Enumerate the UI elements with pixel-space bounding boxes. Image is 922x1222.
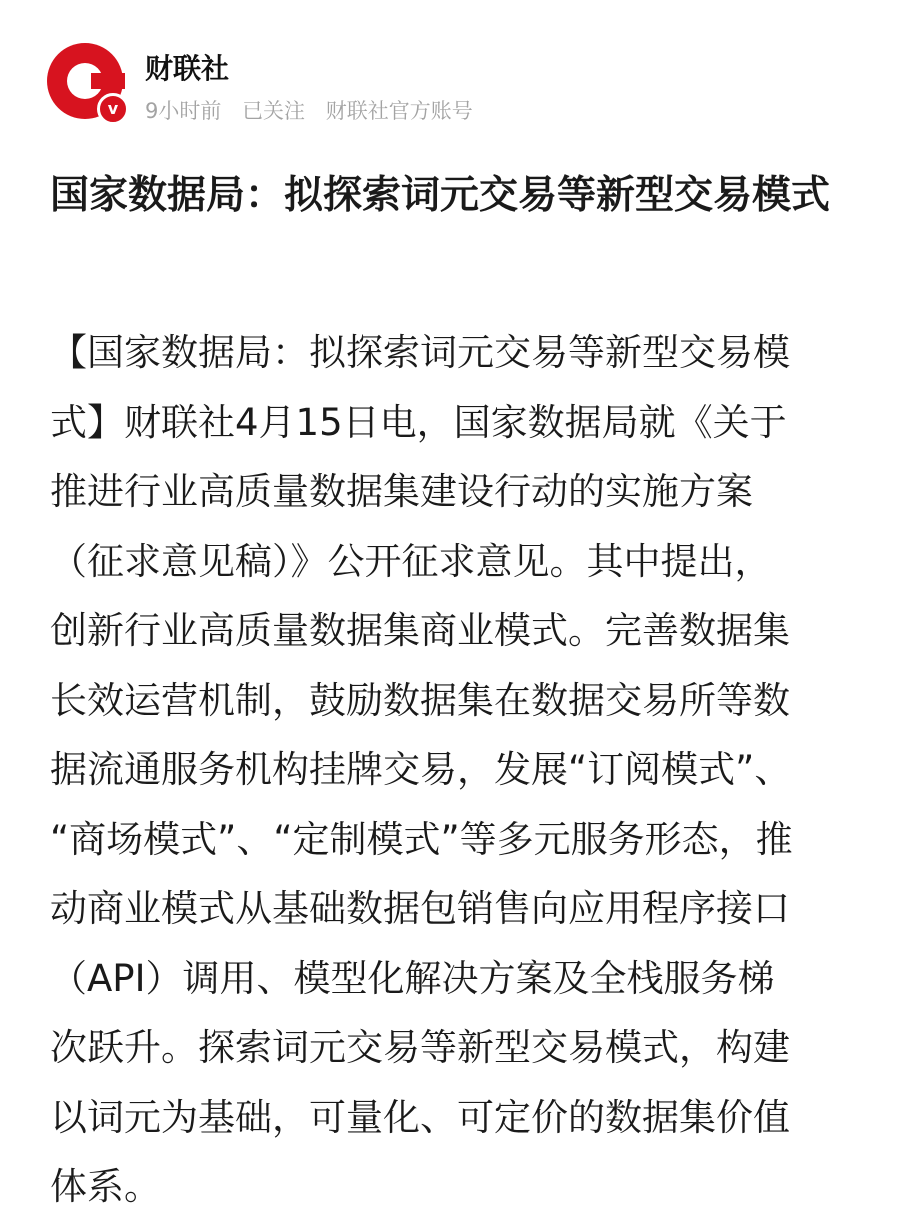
body-line: 式】财联社4月15日电，国家数据局就《关于 (50, 400, 787, 444)
body-line: 长效运营机制，鼓励数据集在数据交易所等数 (50, 678, 790, 722)
post-time: 9小时前 (145, 99, 222, 123)
author-meta (145, 95, 487, 125)
article-body (50, 318, 890, 1222)
body-line: （征求意见稿）》公开征求意见。其中提出， (50, 539, 772, 583)
body-line: 动商业模式从基础数据包销售向应用程序接口 (50, 887, 790, 930)
author-avatar[interactable] (47, 43, 123, 119)
verified-badge-icon: v (97, 93, 129, 125)
body-line: 【国家数据局：拟探索词元交易等新型交易模 (50, 331, 790, 374)
account-type: 财联社官方账号 (325, 99, 473, 123)
article-title: 国家数据局：拟探索词元交易等新型交易模式 (50, 173, 831, 218)
follow-status[interactable]: 已关注 (242, 99, 306, 123)
body-line: 据流通服务机构挂牌交易，发展“订阅模式”、 (50, 748, 792, 791)
body-line: 次跃升。探索词元交易等新型交易模式，构建 (50, 1026, 790, 1069)
author-name[interactable]: 财联社 (145, 52, 230, 85)
body-line: （API）调用、模型化解决方案及全栈服务梯 (50, 956, 775, 1000)
body-line: 创新行业高质量数据集商业模式。完善数据集 (50, 609, 790, 652)
body-line: 以词元为基础，可量化、可定价的数据集价值 (50, 1095, 790, 1139)
logo-c-gap (91, 73, 125, 89)
body-line: 推进行业高质量数据集建设行动的实施方案 (50, 470, 753, 513)
body-line: 体系。 (50, 1165, 161, 1208)
body-line: “商场模式”、“定制模式”等多元服务形态，推 (50, 817, 793, 861)
